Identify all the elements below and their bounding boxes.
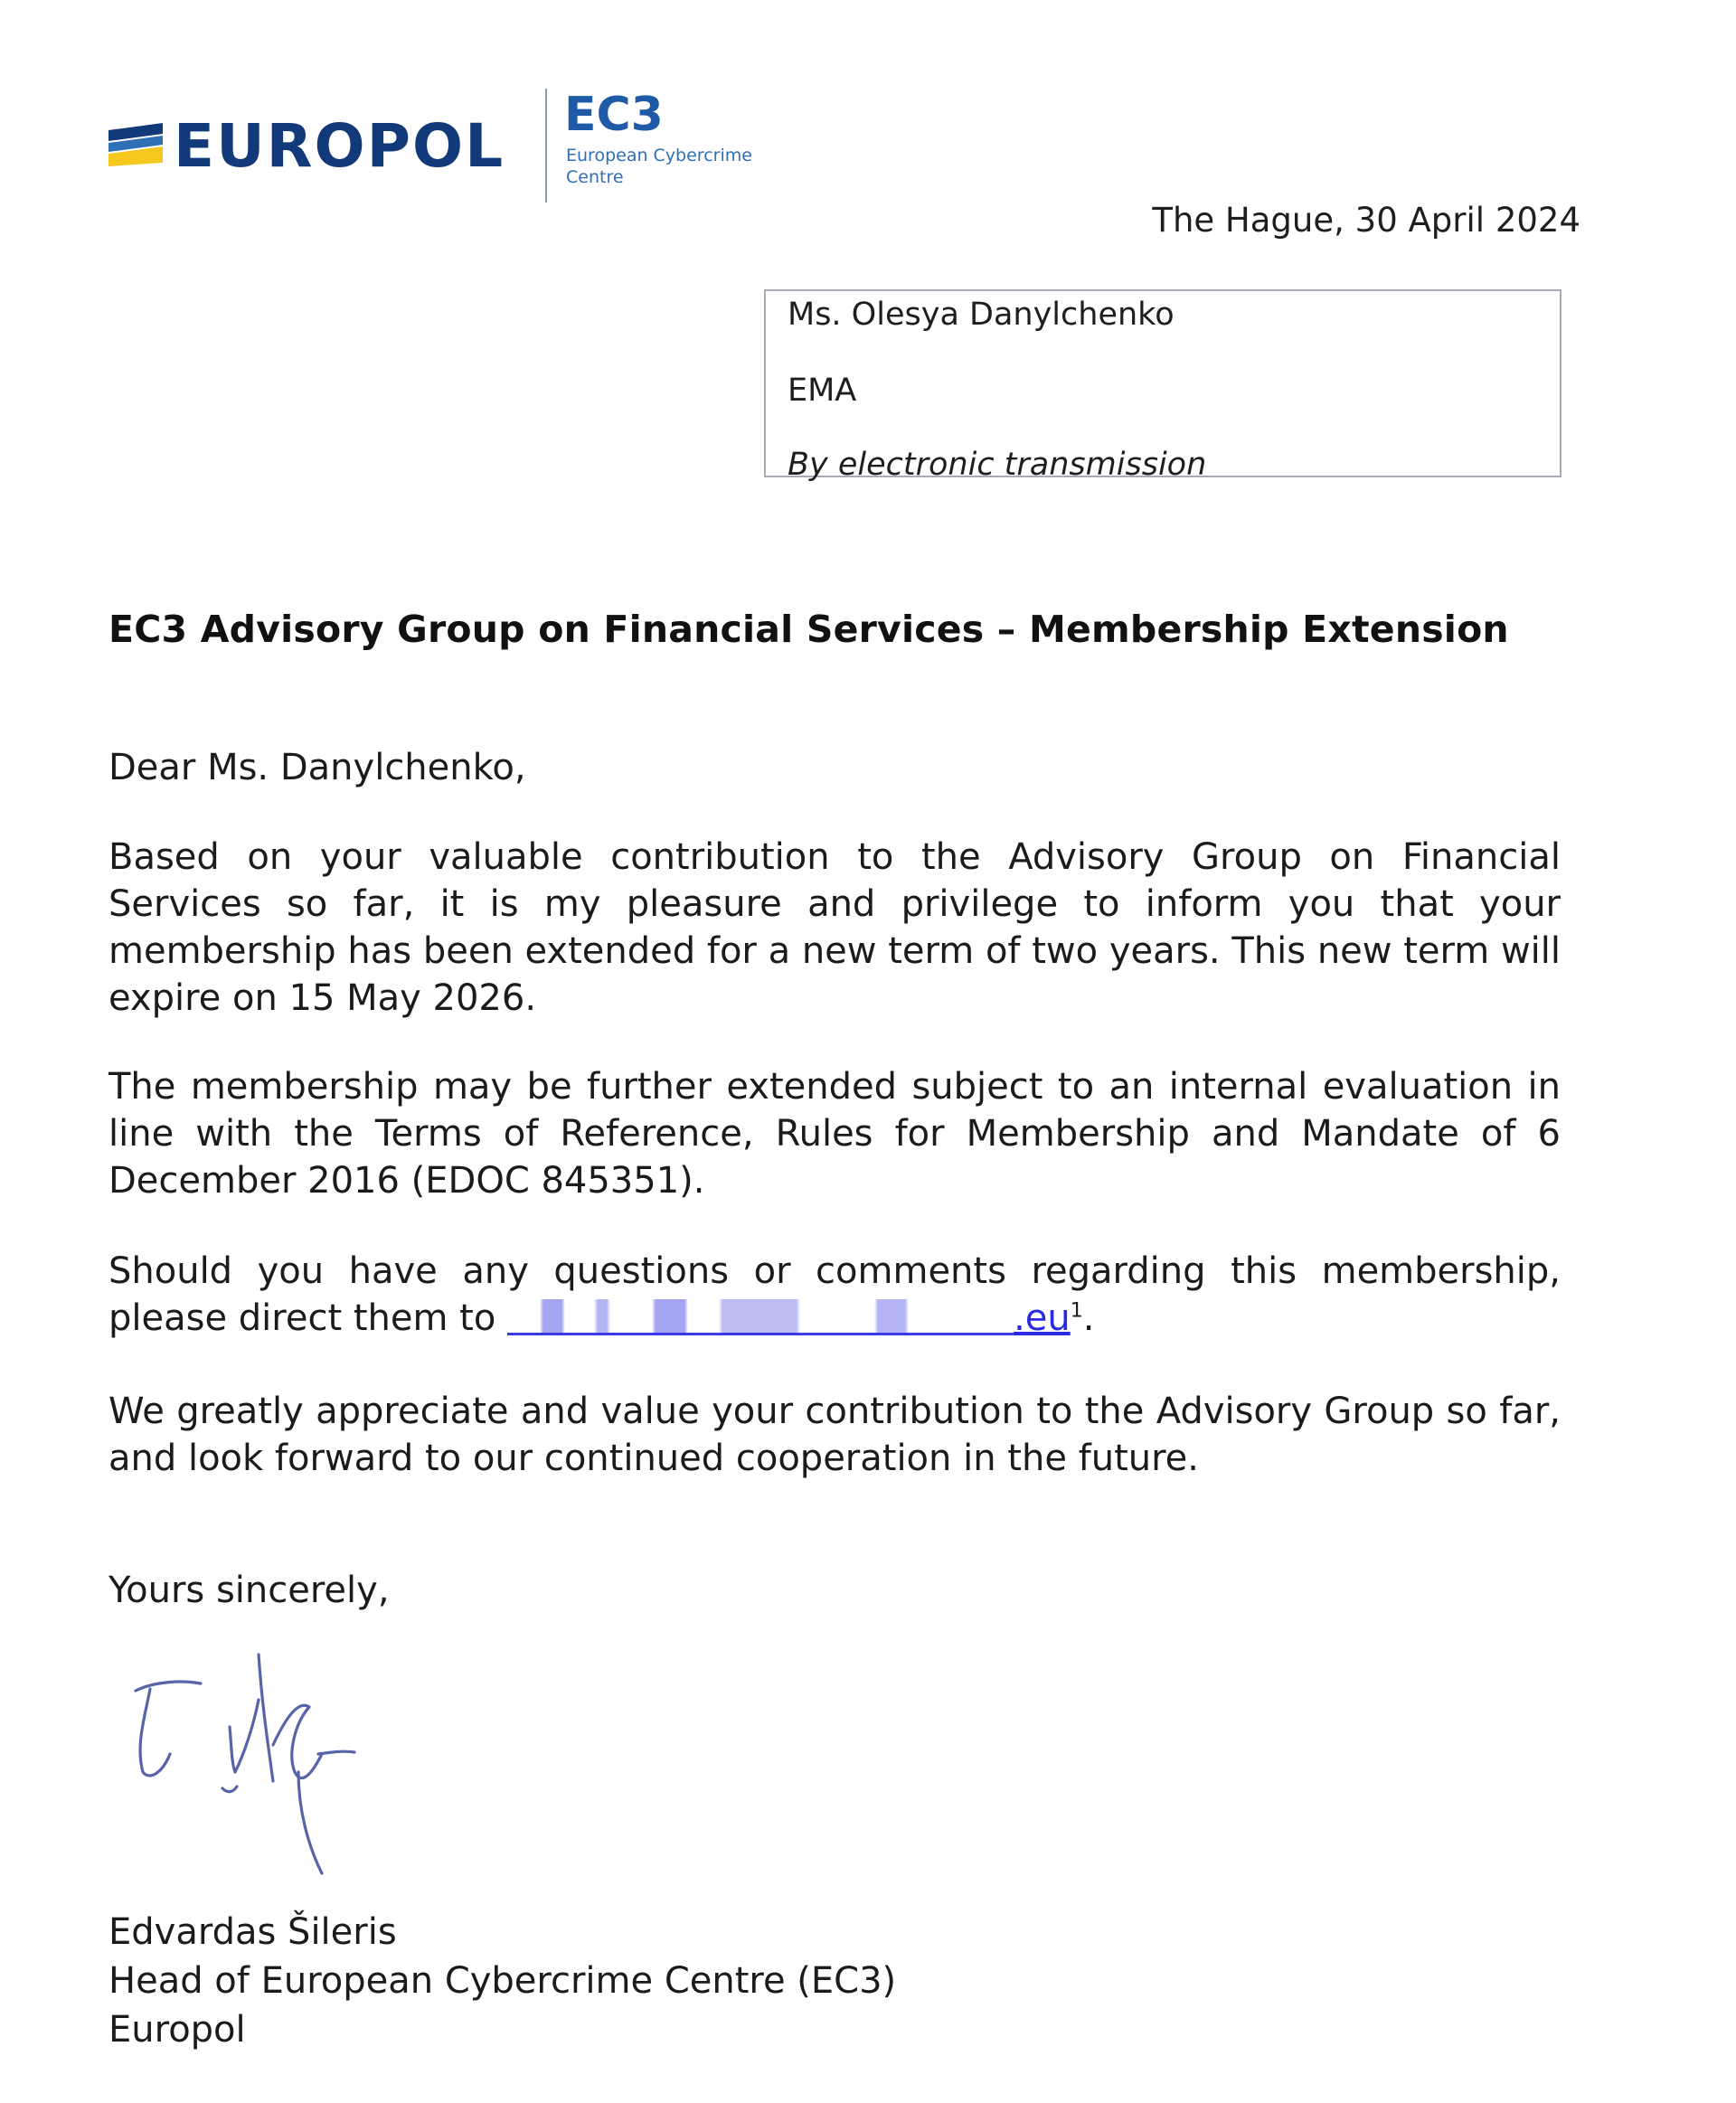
addressee-box [764, 289, 1561, 483]
signer-block [108, 1908, 896, 2054]
salutation: Dear Ms. Danylchenko, [108, 747, 526, 788]
addressee-name: Ms. Olesya Danylchenko [788, 297, 1175, 333]
body-paragraph-3 [108, 1248, 1561, 1342]
europol-flag-icon [108, 123, 163, 166]
europol-wordmark: EUROPOL [174, 111, 505, 181]
signer-organization: Europol [108, 2009, 246, 2051]
redacted-email-blur [507, 1299, 1014, 1335]
logo-graphic [107, 87, 794, 213]
ec3-subtitle-line1: European Cybercrime [566, 146, 752, 165]
closing: Yours sincerely, [108, 1570, 390, 1611]
contact-email-link[interactable] [507, 1297, 1071, 1339]
body-paragraph-4: We greatly appreciate and value your contribution to the Advisory Group so far, and look forward to our continued cooperation in the future. [108, 1391, 1561, 1479]
signer-title: Head of European Cybercrime Centre (EC3) [108, 1960, 897, 2002]
body-paragraph-2: The membership may be further extended subject to an internal evaluation in line with the Terms of Reference, Rules for Membership and Mandate of 6 December 2016 (EDOC 845351). [108, 1066, 1561, 1202]
handwritten-signature [118, 1636, 371, 1881]
signer-name: Edvardas Šileris [108, 1911, 397, 1953]
letter-subject: EC3 Advisory Group on Financial Services – Membership Extension [108, 608, 1509, 651]
letter-date: The Hague, 30 April 2024 [1152, 201, 1580, 240]
transmission-note: By electronic transmission [788, 447, 1207, 483]
paragraph-3-text: Should you have any questions or comments regarding this membership, please direct them to [108, 1250, 1561, 1339]
ec3-subtitle-line2: Centre [566, 167, 624, 187]
europol-ec3-logo [107, 87, 794, 213]
paragraph-3-end: . [1082, 1297, 1095, 1339]
body-paragraph-1: Based on your valuable contribution to the Advisory Group on Financial Services so far, it is my pleasure and privilege to inform you that your membership has been extended for a new term of two years. This new term will expire on 15 May 2026. [108, 836, 1561, 1019]
footnote-marker: 1 [1070, 1299, 1083, 1323]
addressee-organization: EMA [788, 373, 857, 409]
email-domain-suffix: .eu [1014, 1297, 1071, 1339]
ec3-wordmark: EC3 [564, 88, 664, 142]
